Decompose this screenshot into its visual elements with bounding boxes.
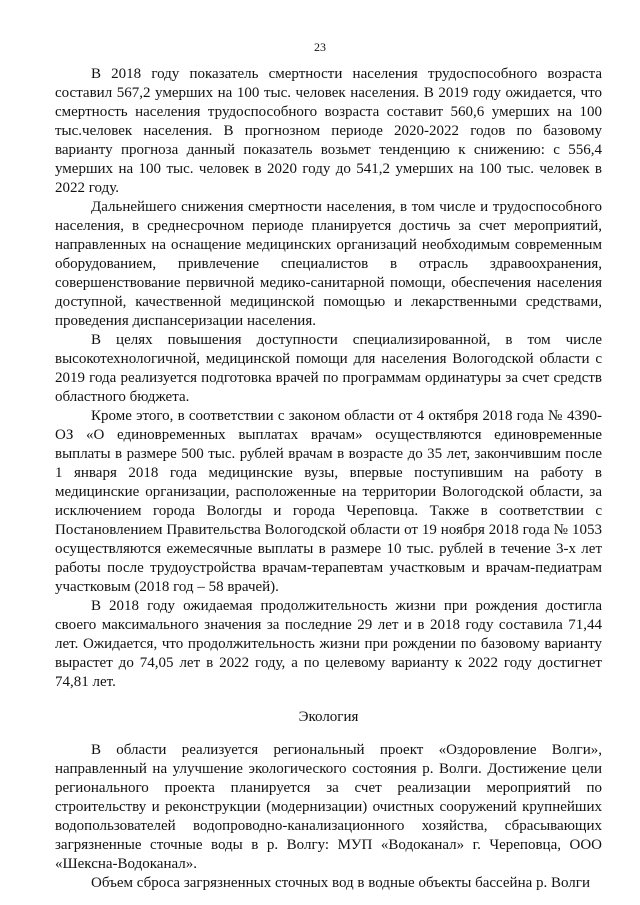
paragraph-wastewater: Объем сброса загрязненных сточных вод в водные объекты бассейна р. Волги [91, 875, 590, 891]
paragraph-volga-project: В области реализуется региональный проект «Оздоровление Волги», направленный на улучшение экологического состояния р. Волги. Достижение цели регионального проекта планируется за счет реализации мероприятий по строительству и реконструкции (модернизации) очистных сооружений крупнейших водопользователей водопроводно-канализационного хозяйства, сбрасывающих загрязненные сточные воды в р. Волгу: МУП «Водоканал» г. Череповца, ООО «Шексна-Водоканал». [55, 742, 602, 872]
paragraph-doctor-payments: Кроме этого, в соответствии с законом области от 4 октября 2018 года № 4390-ОЗ «О единовременных выплатах врачам» осуществляются единовременные выплаты в размере 500 тыс. рублей врачам в возрасте до 35 лет, закончившим после 1 января 2018 года медицинские вузы, впервые поступившим на работу в медицинские организации, расположенные на территории Вологодской области, за исключением города Вологды и города Череповца. Также в соответствии с Постановлением Правительства Вологодской области от 19 ноября 2018 года № 1053 осуществляются ежемесячные выплаты в размере 10 тыс. рублей в течение 3-х лет работы после трудоустройства врачам-терапевтам участковым и врачам-педиатрам участковым (2018 год – 58 врачей). [55, 408, 602, 595]
paragraph-mortality: В 2018 году показатель смертности населения трудоспособного возраста составил 567,2 умерших на 100 тыс. человек населения. В 2019 году ожидается, что смертность населения трудоспособного возраста составит 560,6 умерших на 100 тыс.человек населения. В прогнозном периоде 2020-2022 годов по базовому варианту прогноза данный показатель возьмет тенденцию к снижению: с 556,4 умерших на 100 тыс. человек в 2020 году до 541,2 умерших на 100 тыс. человек в 2022 году. [55, 66, 602, 196]
paragraph-residency-training: В целях повышения доступности специализированной, в том числе высокотехнологичной, медицинской помощи для населения Вологодской области с 2019 года реализуется подготовка врачей по программам ординатуры за счет средств областного бюджета. [55, 332, 602, 405]
section-heading-ecology: Экология [298, 709, 359, 725]
document-body [55, 65, 602, 893]
paragraph-mortality-reduction: Дальнейшего снижения смертности населения, в том числе и трудоспособного населения, в среднесрочном периоде планируется достичь за счет мероприятий, направленных на оснащение медицинских организаций необходимым современным оборудованием, привлечение специалистов в отрасль здравоохранения, совершенствование первичной медико-санитарной помощи, обеспечения населения доступной, качественной медицинской помощью и лекарственными средствами, проведения диспансеризации населения. [55, 199, 602, 329]
page-number: 23 [314, 40, 326, 54]
paragraph-life-expectancy: В 2018 году ожидаемая продолжительность жизни при рождения достигла своего максимального значения за последние 29 лет и в 2018 году составила 71,44 лет. Ожидается, что продолжительность жизни при рождении по базовому варианту вырастет до 74,05 лет в 2022 году, а по целевому варианту к 2022 году достигнет 74,81 лет. [55, 598, 602, 690]
